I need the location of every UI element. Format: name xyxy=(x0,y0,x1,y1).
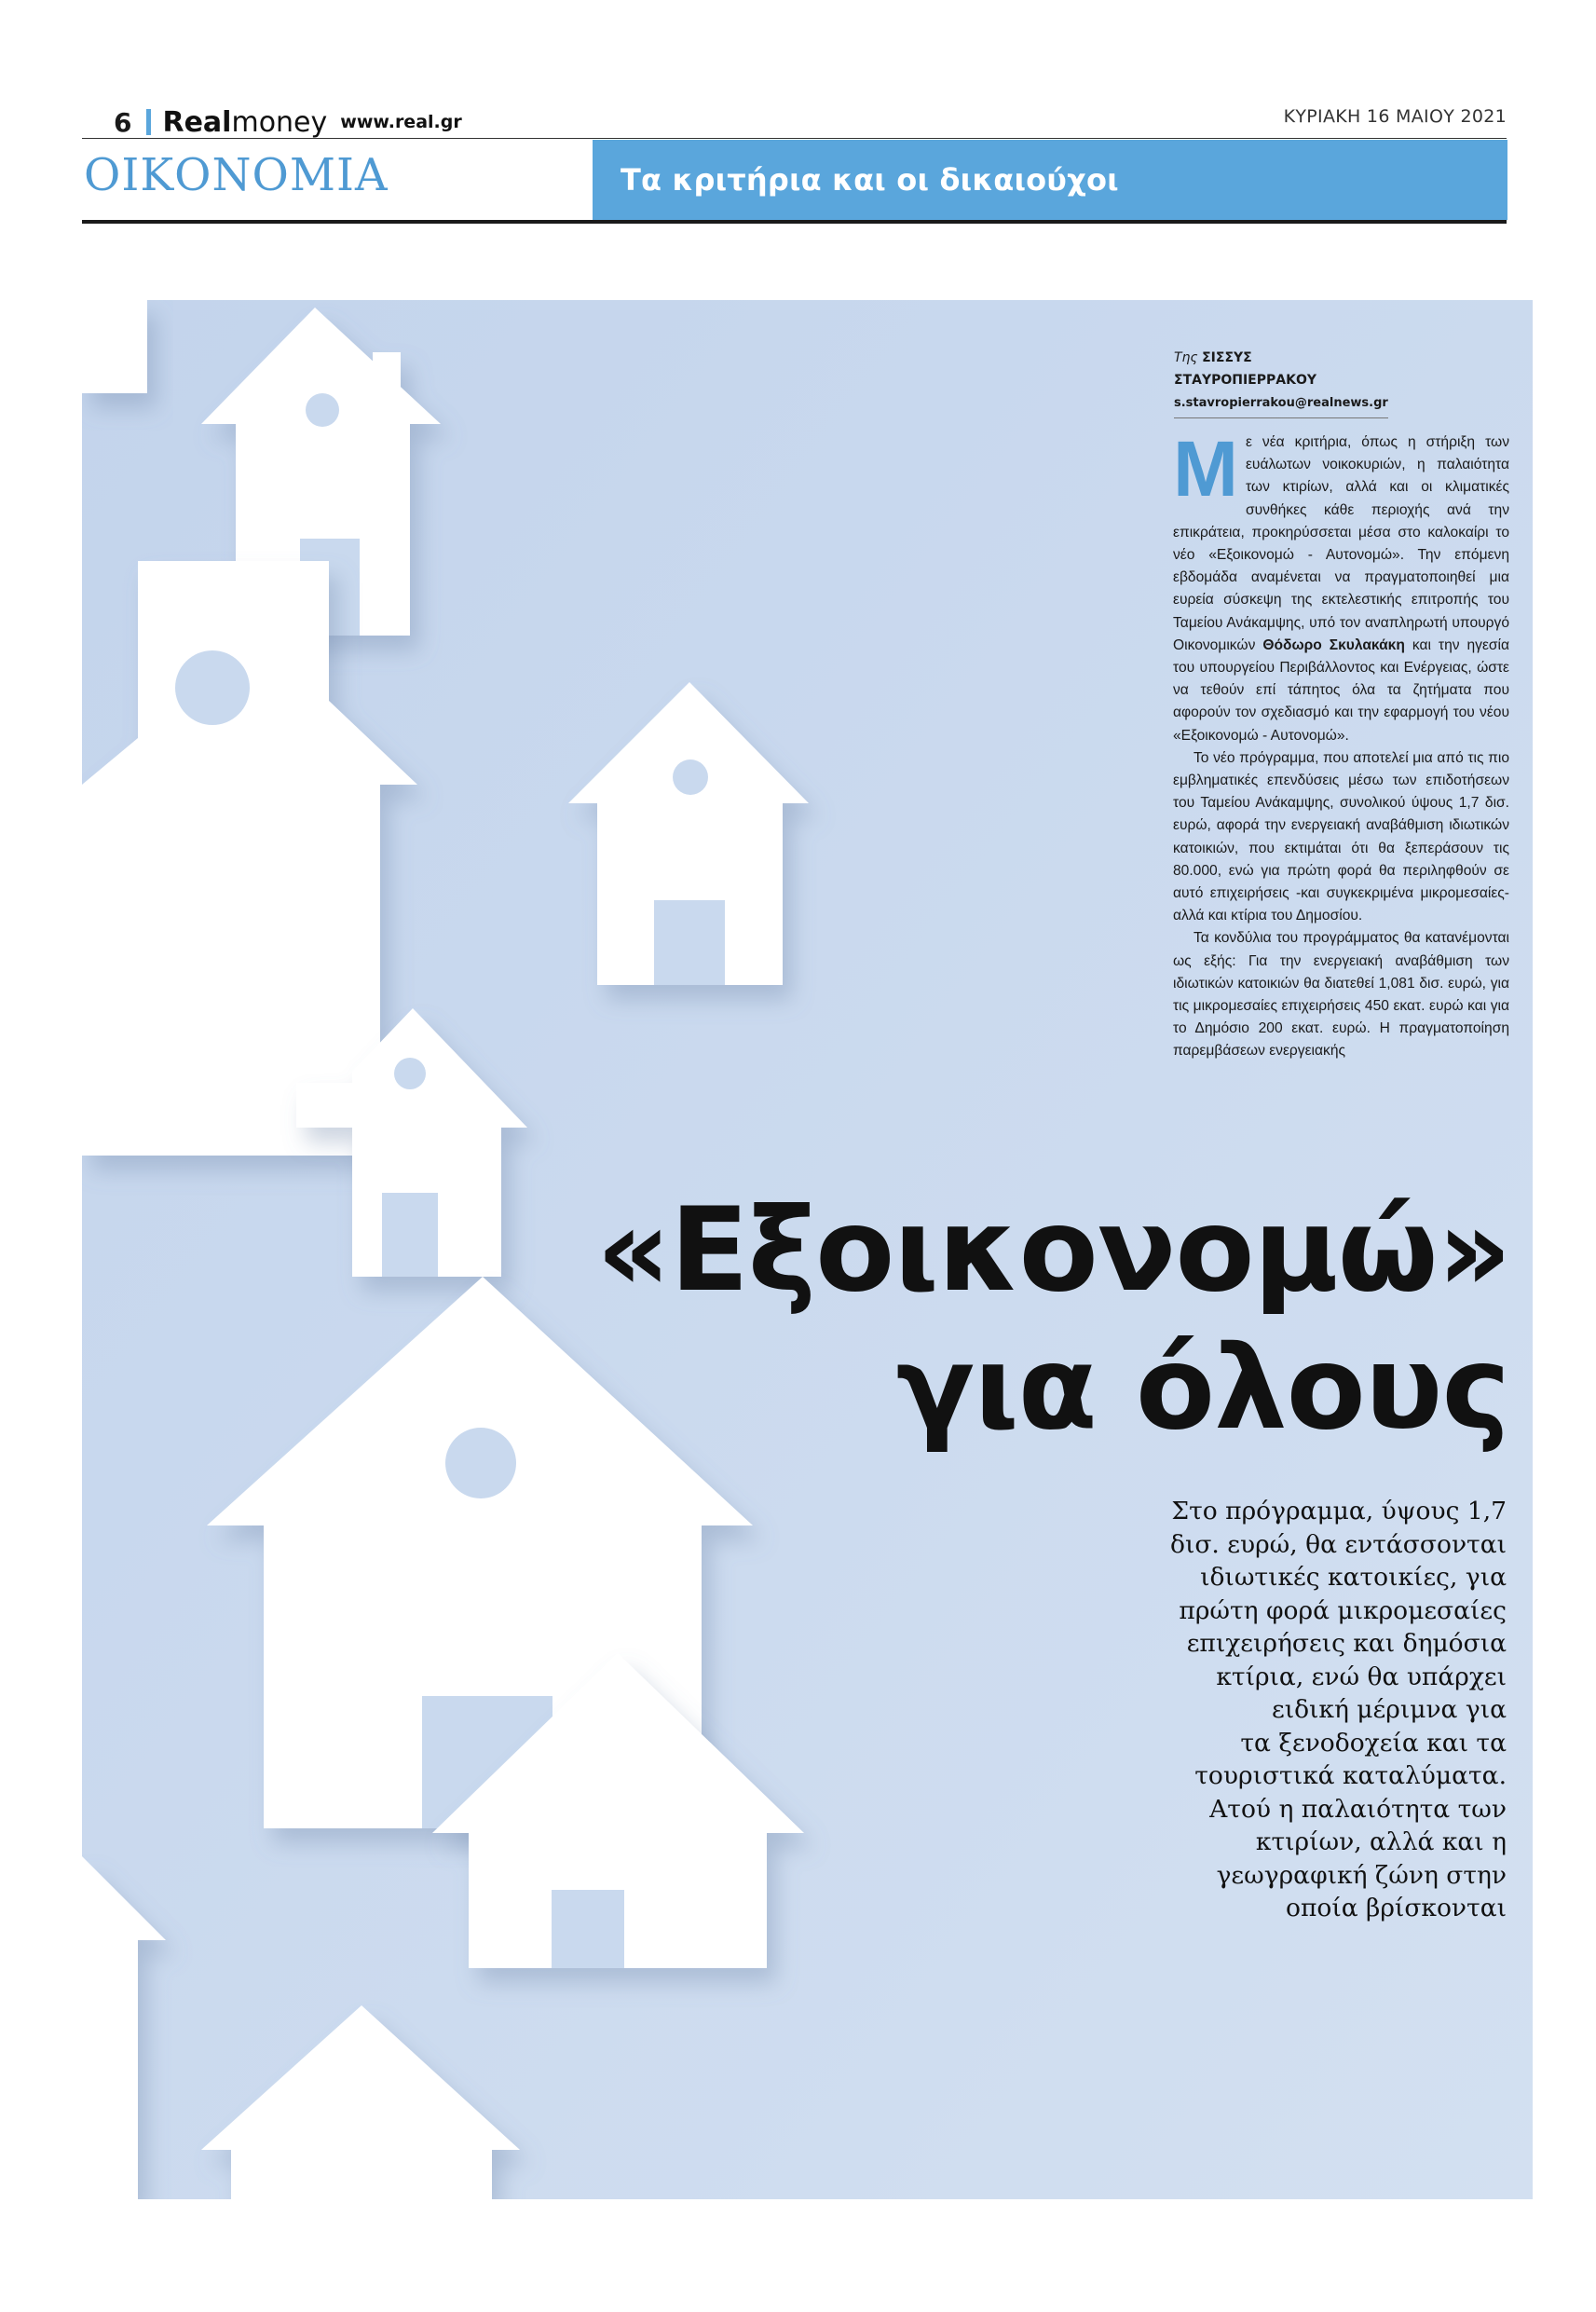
article-body xyxy=(1173,425,1509,1063)
subheadline-line: Ατού η παλαιότητα των xyxy=(1209,1794,1507,1824)
headline-line: για όλους xyxy=(895,1321,1509,1456)
article-paragraph xyxy=(1173,425,1509,747)
subheadline-line: κτιρίων, αλλά και η xyxy=(1255,1827,1507,1856)
brand-name-light: money xyxy=(231,105,328,139)
page-folio xyxy=(114,104,462,140)
brand-name-bold: Real xyxy=(162,105,232,139)
subheadline-line: κτίρια, ενώ θα υπάρχει xyxy=(1216,1662,1507,1691)
subheadline-line: δισ. ευρώ, θα εντάσσονται xyxy=(1169,1529,1507,1559)
headline-line: «Εξοικονομώ» xyxy=(596,1183,1511,1318)
subheadline-line: τουριστικά καταλύματα. xyxy=(1194,1761,1507,1790)
headline xyxy=(596,1182,1509,1457)
subheadline-line: γεωγραφική ζώνη στην xyxy=(1216,1860,1507,1890)
article-paragraph: Τα κονδύλια του προγράμματος θα κατανέμονται ως εξής: Για την ενεργειακή αναβάθμιση των ιδιωτικών κατοικιών θα διατεθεί 1,081 δισ. ευρώ, για τις μικρομεσαίες επιχειρήσεις 450 εκατ. ευρώ και για το Δημόσιο 200 εκατ. ευρώ. Η πραγματοποίηση παρεμβάσεων ενεργειακής xyxy=(1173,930,1509,1060)
folio-divider xyxy=(146,109,151,135)
article-paragraph: Το νέο πρόγραμμα, που αποτελεί μια από τις πιο εμβληματικές επενδύσεις μέσω των επιδοτήσεων του Ταμείου Ανάκαμψης, συνολικού ύψους 1,7 δισ. ευρώ, αφορά την ενεργειακή αναβάθμιση ιδιωτικών κατοικιών, που εκτιμάται ότι θα ξεπεράσουν τις 80.000, ενώ για πρώτη φορά θα περιληφθούν σε αυτό επιχειρήσεις -και συγκεκριμένα μικρομεσαίες- αλλά και κτίρια του Δημοσίου. xyxy=(1173,749,1509,924)
author-email: s.stavropierrakou@realnews.gr xyxy=(1174,392,1388,418)
subheadline-line: ιδιωτικές κατοικίες, για xyxy=(1200,1563,1507,1592)
author-name: ΣΙΣΣΥΣ ΣΤΑΥΡΟΠΙΕΡΡΑΚΟΥ xyxy=(1174,350,1316,388)
section-title: ΟΙΚΟΝΟΜΙΑ xyxy=(84,149,389,201)
subheadline xyxy=(1106,1495,1507,1925)
kicker-banner xyxy=(593,140,1507,220)
paragraph-text: και την ηγεσία του υπουργείου Περιβάλλοντος και Ενέργειας, ώστε να τεθούν επί τάπητος όλα τα ζητήματα που αφορούν τον σχεδιασμό και την εφαρμογή του νέου «Εξοικονομώ - Αυτονομώ». xyxy=(1173,636,1509,744)
kicker-text: Τα κριτήρια και οι δικαιούχοι xyxy=(621,162,1119,198)
website-url: www.real.gr xyxy=(340,112,462,132)
subheadline-line: τα ξενοδοχεία και τα xyxy=(1240,1728,1507,1758)
paragraph-text: ε νέα κριτήρια, όπως η στήριξη των ευάλωτων νοικοκυριών, η παλαιότητα των κτιρίων, αλλά και οι κλιματικές συνθήκες κάθε περιοχής ανά την επικράτεια, προκηρύσσεται μέσα στο καλοκαίρι το νέο «Εξοικονομώ - Αυτονομώ». Την επόμενη εβδομάδα αναμένεται να πραγματοποιηθεί μια ευρεία σύσκεψη της εκτελεστικής επιτροπής του Ταμείου Ανάκαμψης, υπό τον αναπληρωτή υπουργό Οικονομικών xyxy=(1173,434,1509,653)
minister-name: Θόδωρο Σκυλακάκη xyxy=(1262,636,1405,653)
publication-date: ΚΥΡΙΑΚΗ 16 ΜΑΙΟΥ 2021 xyxy=(1283,106,1507,127)
header-bottom-rule xyxy=(82,220,1507,224)
subheadline-line: ειδική μέριμνα για xyxy=(1271,1695,1507,1724)
house-icon xyxy=(82,300,147,393)
page-number: 6 xyxy=(114,106,132,138)
subheadline-line: πρώτη φορά μικρομεσαίες xyxy=(1179,1595,1507,1625)
header-rule xyxy=(82,138,1507,139)
byline-label: Της xyxy=(1174,350,1198,365)
subheadline-line: Στο πρόγραμμα, ύψους 1,7 xyxy=(1171,1497,1507,1525)
subheadline-line: οποία βρίσκονται xyxy=(1286,1894,1507,1922)
subheadline-line: επιχειρήσεις και δημόσια xyxy=(1186,1629,1507,1658)
byline xyxy=(1174,347,1388,418)
drop-cap: Μ xyxy=(1173,425,1238,513)
